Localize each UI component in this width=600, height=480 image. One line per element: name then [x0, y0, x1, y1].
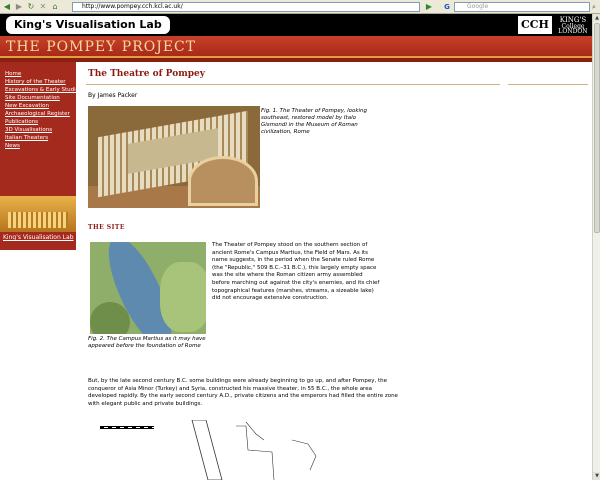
address-bar[interactable]: http://www.pompey.cch.kcl.ac.uk/: [72, 2, 420, 12]
sidebar-item-archaeological-register[interactable]: Archaeological Register: [5, 111, 70, 117]
plan-wall: [246, 422, 264, 440]
scroll-thumb[interactable]: [594, 23, 600, 233]
building-graphic: [8, 212, 68, 228]
lab-logo[interactable]: King's Visualisation Lab: [6, 16, 170, 34]
figure-1-image: [88, 106, 260, 208]
home-icon[interactable]: ⌂: [52, 1, 58, 11]
theatre-graphic: [188, 156, 258, 206]
back-icon[interactable]: ◀: [3, 1, 11, 11]
visualisation-lab-image[interactable]: [0, 196, 76, 232]
sidebar-item-excavations[interactable]: Excavations & Early Studies: [5, 87, 82, 93]
plan-street: [192, 420, 222, 480]
kcl-logo-line: College: [561, 23, 585, 30]
figure-2-caption: Fig. 2. The Campus Martius as it may have appeared before the foundation of Rome: [88, 336, 206, 349]
site-paragraph-2: But, by the late second century B.C. some buildings were already beginning to go up, and after Pompey, the conqueror of Asia Minor (Turkey) and Syria, constructed his massive theater, in 55 B.C., the whole area developed rapidly. By the early second century A.D., private citizens and the emperors had filled the entire zone with elegant public and private buildings.: [88, 378, 398, 407]
sidebar-item-history[interactable]: History of the Theater: [5, 79, 66, 85]
forward-icon[interactable]: ▶: [15, 1, 23, 11]
search-icon[interactable]: ⌕: [592, 3, 596, 11]
reload-icon[interactable]: ↻: [27, 1, 35, 11]
title-rule: [86, 84, 500, 85]
sidebar-item-publications[interactable]: Publications: [5, 119, 39, 125]
sidebar-item-site-documentation[interactable]: Site Documentation: [5, 95, 60, 101]
figure-2-image: [90, 242, 206, 334]
field-graphic: [160, 262, 206, 332]
cch-logo[interactable]: CCH: [518, 16, 552, 34]
site-paragraph-1: The Theater of Pompey stood on the southern section of ancient Rome's Campus Martius, the Field of Mars. As its name suggests, in the period when the Senate ruled Rome (the "Republic," 509 B.C.–31 B.C.), this largely empty space was the site where the Roman citizen army assembled before marching out against the city's enemies, and its chief topographical features (marshes, streams, a sizeable lake) did not encourage extensive construction.: [212, 242, 380, 302]
title-rule-right: [508, 84, 588, 85]
banner-title: THE POMPEY PROJECT: [6, 39, 197, 55]
plan-outline: [236, 426, 274, 480]
section-title: THE SITE: [88, 224, 125, 231]
scroll-down-icon[interactable]: ▼: [593, 472, 600, 480]
main-content: [88, 64, 508, 80]
page-title: The Theatre of Pompey: [88, 69, 205, 79]
figure-1-caption: Fig. 1. The Theater of Pompey, looking southeast, restored model by Italo Gismondi in the Museum of Roman civilization, Rome: [261, 108, 368, 135]
sidebar-item-news[interactable]: News: [5, 143, 20, 149]
author-byline: By James Packer: [88, 92, 138, 99]
kcl-logo-line: LONDON: [558, 28, 588, 35]
stop-icon[interactable]: ✕: [39, 1, 47, 11]
search-input[interactable]: Google: [454, 2, 590, 12]
site-plan-image: [96, 420, 356, 480]
kcl-logo[interactable]: [556, 16, 590, 34]
site-header: [0, 14, 592, 36]
kcl-logo-line: KING'S: [559, 16, 587, 24]
google-icon[interactable]: G: [444, 3, 450, 11]
sidebar-item-3d-visualisations[interactable]: 3D Visualisations: [5, 127, 53, 133]
scroll-up-icon[interactable]: ▲: [593, 14, 600, 22]
sidebar-item-new-excavation[interactable]: New Excavation: [5, 103, 49, 109]
project-banner: [0, 36, 592, 58]
sidebar-item-italian-theaters[interactable]: Italian Theaters: [5, 135, 49, 141]
sidebar-item-home[interactable]: Home: [5, 71, 22, 77]
go-button[interactable]: ▶: [425, 2, 433, 11]
plan-wall: [292, 440, 316, 470]
banner-divider: [0, 58, 592, 62]
visualisation-lab-link[interactable]: King's Visualisation Lab: [3, 234, 74, 241]
sidebar-nav: [0, 62, 82, 250]
page-scrollbar[interactable]: [592, 14, 600, 480]
